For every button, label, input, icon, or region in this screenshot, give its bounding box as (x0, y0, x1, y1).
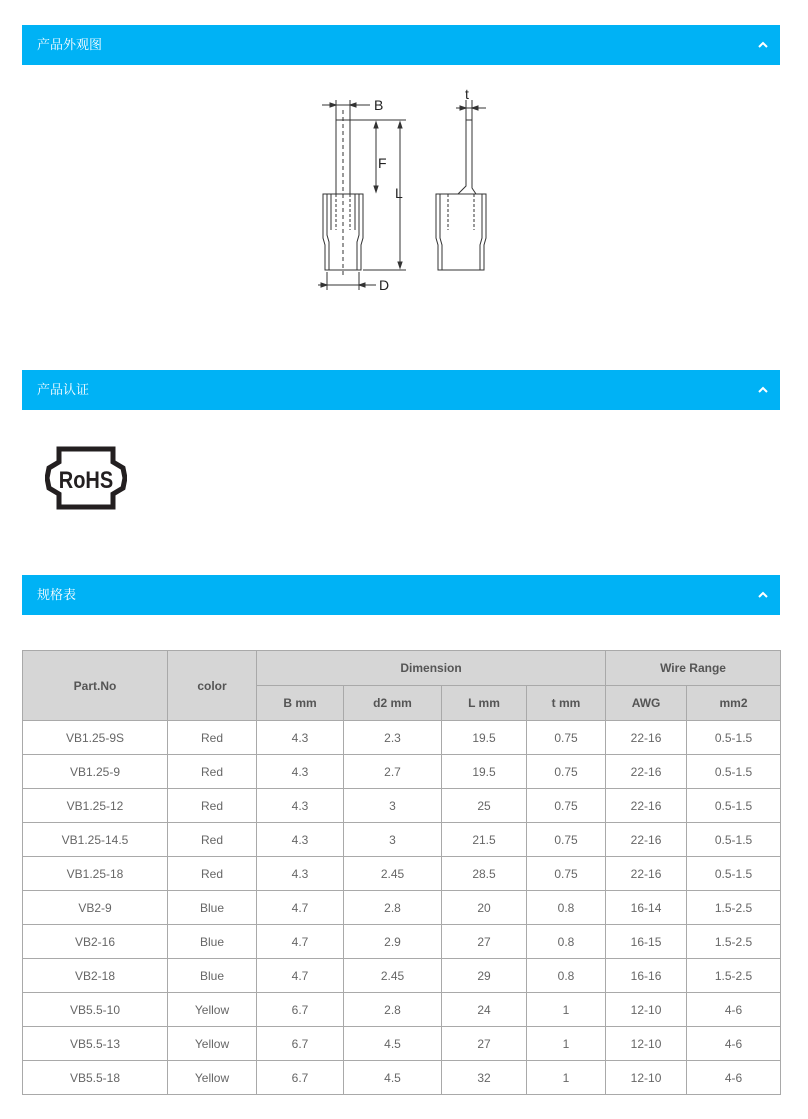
header-b-mm: B mm (257, 686, 344, 721)
cell-l-mm: 25 (442, 789, 527, 823)
cell-part-no: VB1.25-9S (23, 721, 168, 755)
cell-d2-mm: 2.9 (344, 925, 442, 959)
cell-color: Blue (168, 891, 257, 925)
cell-t-mm: 1 (527, 993, 606, 1027)
cell-part-no: VB2-18 (23, 959, 168, 993)
cell-mm2: 4-6 (687, 993, 781, 1027)
table-row (23, 891, 781, 925)
chevron-up-icon[interactable] (756, 38, 770, 52)
header-d2-mm: d2 mm (344, 686, 442, 721)
header-awg: AWG (606, 686, 687, 721)
label-d: D (379, 277, 390, 293)
spec-section-title: 规格表 (37, 587, 77, 602)
cell-color: Red (168, 721, 257, 755)
cell-b-mm: 6.7 (257, 993, 344, 1027)
cell-awg: 22-16 (606, 789, 687, 823)
cell-mm2: 0.5-1.5 (687, 823, 781, 857)
header-l-mm: L mm (442, 686, 527, 721)
cell-l-mm: 32 (442, 1061, 527, 1095)
cell-t-mm: 0.8 (527, 891, 606, 925)
table-row (23, 823, 781, 857)
cell-b-mm: 4.3 (257, 823, 344, 857)
cell-l-mm: 24 (442, 993, 527, 1027)
table-row (23, 721, 781, 755)
cell-color: Blue (168, 925, 257, 959)
cell-mm2: 4-6 (687, 1027, 781, 1061)
cell-b-mm: 6.7 (257, 1027, 344, 1061)
cell-t-mm: 0.75 (527, 755, 606, 789)
cell-color: Red (168, 789, 257, 823)
cell-b-mm: 4.3 (257, 721, 344, 755)
cell-mm2: 0.5-1.5 (687, 857, 781, 891)
cell-awg: 12-10 (606, 1027, 687, 1061)
cell-color: Red (168, 823, 257, 857)
cell-d2-mm: 2.8 (344, 891, 442, 925)
cell-l-mm: 19.5 (442, 755, 527, 789)
spec-table (22, 650, 781, 1095)
cell-t-mm: 0.8 (527, 925, 606, 959)
table-row (23, 993, 781, 1027)
cell-l-mm: 21.5 (442, 823, 527, 857)
cell-awg: 22-16 (606, 755, 687, 789)
label-f: F (378, 155, 387, 171)
cell-mm2: 4-6 (687, 1061, 781, 1095)
cell-awg: 22-16 (606, 857, 687, 891)
cell-l-mm: 20 (442, 891, 527, 925)
table-row (23, 959, 781, 993)
cell-d2-mm: 2.3 (344, 721, 442, 755)
certification-section-header[interactable] (22, 370, 780, 410)
cell-awg: 16-14 (606, 891, 687, 925)
certification-section-title: 产品认证 (37, 382, 90, 397)
cell-b-mm: 4.3 (257, 789, 344, 823)
cell-b-mm: 4.7 (257, 925, 344, 959)
table-row (23, 1061, 781, 1095)
cell-t-mm: 1 (527, 1061, 606, 1095)
cell-d2-mm: 4.5 (344, 1027, 442, 1061)
cell-awg: 16-15 (606, 925, 687, 959)
header-t-mm: t mm (527, 686, 606, 721)
chevron-up-icon[interactable] (756, 383, 770, 397)
cell-part-no: VB5.5-10 (23, 993, 168, 1027)
header-color: color (168, 651, 257, 721)
cell-part-no: VB2-16 (23, 925, 168, 959)
header-dimension: Dimension (257, 651, 606, 686)
cell-color: Red (168, 857, 257, 891)
appearance-section-header[interactable] (22, 25, 780, 65)
table-row (23, 1027, 781, 1061)
cell-part-no: VB1.25-9 (23, 755, 168, 789)
cell-t-mm: 0.75 (527, 789, 606, 823)
cell-awg: 16-16 (606, 959, 687, 993)
cell-l-mm: 29 (442, 959, 527, 993)
cell-l-mm: 27 (442, 925, 527, 959)
cell-l-mm: 27 (442, 1027, 527, 1061)
spec-table-body (23, 721, 781, 1095)
label-b: B (374, 97, 384, 113)
cell-d2-mm: 2.45 (344, 857, 442, 891)
appearance-section-title: 产品外观图 (37, 37, 103, 52)
cell-d2-mm: 2.8 (344, 993, 442, 1027)
cell-d2-mm: 4.5 (344, 1061, 442, 1095)
cell-color: Yellow (168, 1061, 257, 1095)
cell-part-no: VB2-9 (23, 891, 168, 925)
table-row (23, 755, 781, 789)
cell-t-mm: 0.75 (527, 857, 606, 891)
cell-awg: 12-10 (606, 993, 687, 1027)
header-mm2: mm2 (687, 686, 781, 721)
cell-t-mm: 1 (527, 1027, 606, 1061)
cell-d2-mm: 3 (344, 823, 442, 857)
cell-mm2: 1.5-2.5 (687, 959, 781, 993)
rohs-logo (45, 446, 127, 510)
cell-mm2: 1.5-2.5 (687, 891, 781, 925)
cell-awg: 12-10 (606, 1061, 687, 1095)
product-dimension-drawing (300, 80, 520, 305)
cell-part-no: VB1.25-14.5 (23, 823, 168, 857)
cell-part-no: VB1.25-18 (23, 857, 168, 891)
table-row (23, 789, 781, 823)
header-wire-range: Wire Range (606, 651, 781, 686)
rohs-logo-text: RoHS (58, 466, 114, 494)
cell-l-mm: 28.5 (442, 857, 527, 891)
table-row (23, 857, 781, 891)
cell-d2-mm: 2.7 (344, 755, 442, 789)
cell-b-mm: 4.3 (257, 857, 344, 891)
cell-b-mm: 4.3 (257, 755, 344, 789)
cell-mm2: 0.5-1.5 (687, 755, 781, 789)
cell-awg: 22-16 (606, 823, 687, 857)
cell-part-no: VB5.5-18 (23, 1061, 168, 1095)
cell-d2-mm: 2.45 (344, 959, 442, 993)
spec-section-header[interactable] (22, 575, 780, 615)
label-l: L (395, 185, 403, 201)
cell-b-mm: 6.7 (257, 1061, 344, 1095)
header-part-no: Part.No (23, 651, 168, 721)
cell-color: Blue (168, 959, 257, 993)
cell-color: Yellow (168, 1027, 257, 1061)
cell-l-mm: 19.5 (442, 721, 527, 755)
cell-t-mm: 0.75 (527, 823, 606, 857)
label-t: t (465, 86, 469, 102)
cell-b-mm: 4.7 (257, 959, 344, 993)
cell-t-mm: 0.75 (527, 721, 606, 755)
cell-color: Red (168, 755, 257, 789)
cell-t-mm: 0.8 (527, 959, 606, 993)
cell-mm2: 0.5-1.5 (687, 789, 781, 823)
cell-mm2: 1.5-2.5 (687, 925, 781, 959)
cell-part-no: VB5.5-13 (23, 1027, 168, 1061)
table-row (23, 925, 781, 959)
cell-mm2: 0.5-1.5 (687, 721, 781, 755)
chevron-up-icon[interactable] (756, 588, 770, 602)
cell-part-no: VB1.25-12 (23, 789, 168, 823)
cell-d2-mm: 3 (344, 789, 442, 823)
cell-b-mm: 4.7 (257, 891, 344, 925)
cell-color: Yellow (168, 993, 257, 1027)
cell-awg: 22-16 (606, 721, 687, 755)
